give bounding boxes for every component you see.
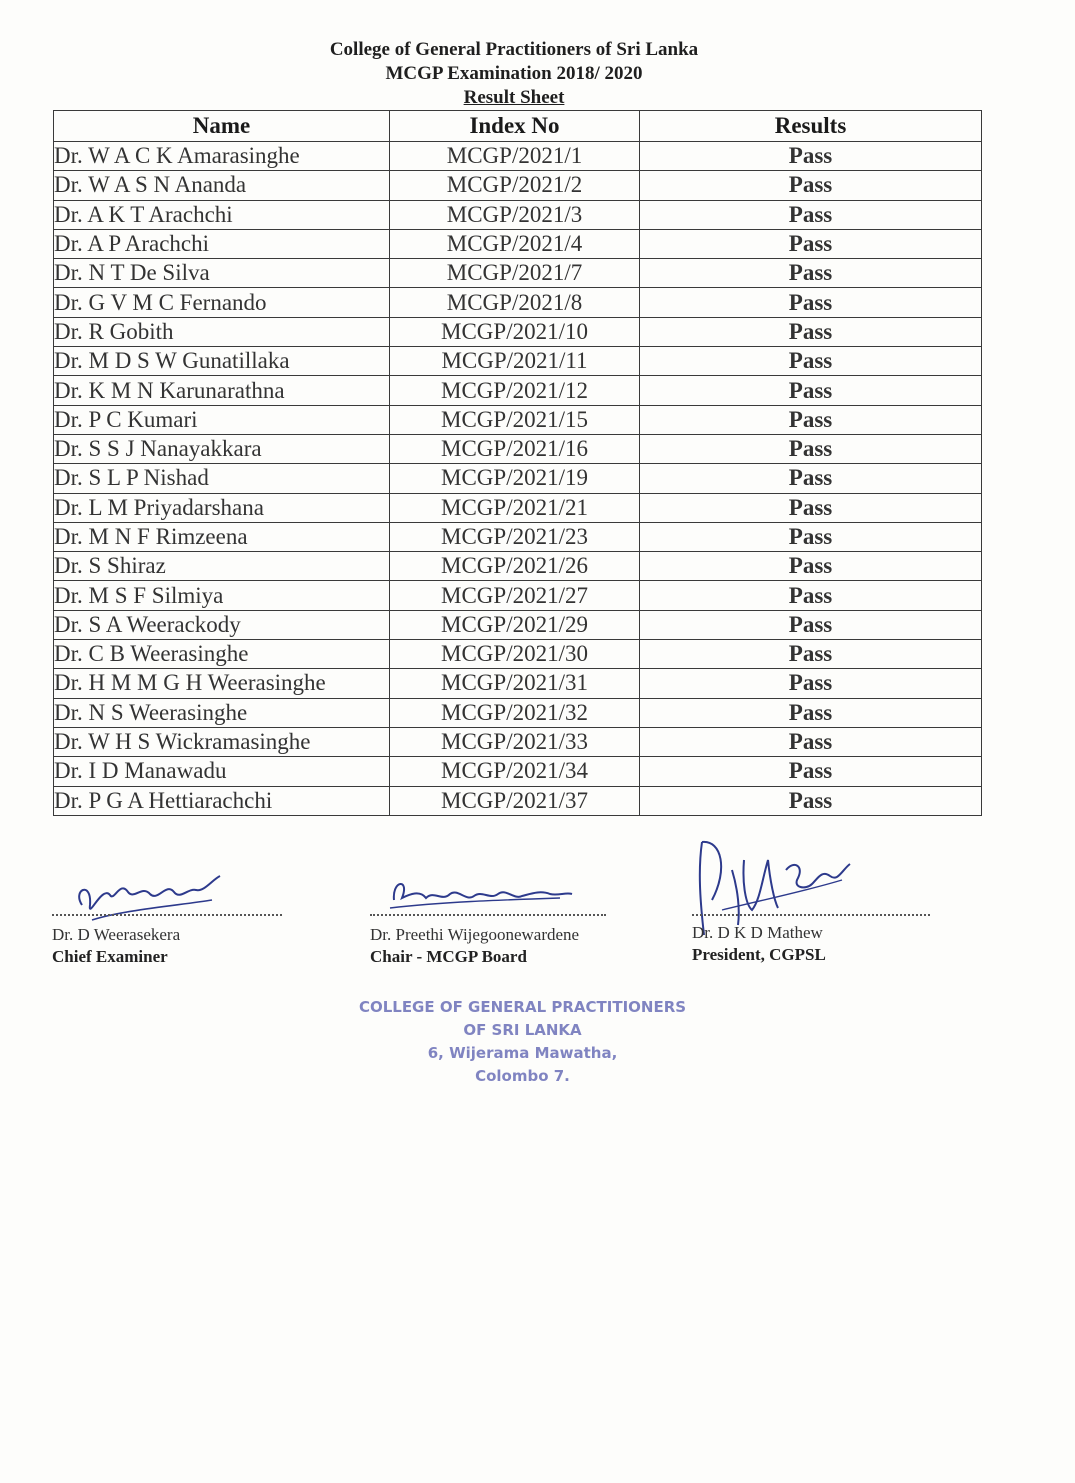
cell-name: Dr. P G A Hettiarachchi: [54, 786, 390, 815]
cell-index: MCGP/2021/32: [390, 698, 640, 727]
table-row: [54, 200, 982, 229]
cell-result: Pass: [640, 727, 982, 756]
cell-index: MCGP/2021/37: [390, 786, 640, 815]
cell-name: Dr. M N F Rimzeena: [54, 522, 390, 551]
cell-index: MCGP/2021/34: [390, 757, 640, 786]
col-header-results: Results: [640, 111, 982, 142]
cell-name: Dr. K M N Karunarathna: [54, 376, 390, 405]
cell-result: Pass: [640, 376, 982, 405]
stamp-line: COLLEGE OF GENERAL PRACTITIONERS: [358, 998, 687, 1016]
cell-name: Dr. W A C K Amarasinghe: [54, 142, 390, 171]
signature-block-chief-examiner: [52, 850, 292, 970]
cell-result: Pass: [640, 522, 982, 551]
table-row: [54, 259, 982, 288]
signatory-name: Dr. D Weerasekera: [52, 925, 181, 944]
table-row: [54, 552, 982, 581]
signatory-title: President, CGPSL: [692, 945, 826, 964]
table-row: [54, 376, 982, 405]
cell-name: Dr. I D Manawadu: [54, 757, 390, 786]
table-row: [54, 288, 982, 317]
cell-name: Dr. M D S W Gunatillaka: [54, 347, 390, 376]
signatory-title: Chief Examiner: [52, 947, 168, 966]
cell-index: MCGP/2021/16: [390, 434, 640, 463]
cell-result: Pass: [640, 493, 982, 522]
cell-index: MCGP/2021/33: [390, 727, 640, 756]
cell-name: Dr. L M Priyadarshana: [54, 493, 390, 522]
cell-index: MCGP/2021/2: [390, 171, 640, 200]
cell-name: Dr. N T De Silva: [54, 259, 390, 288]
signatory-name: Dr. D K D Mathew: [692, 923, 823, 942]
cell-index: MCGP/2021/27: [390, 581, 640, 610]
org-title: College of General Practitioners of Sri Lanka: [329, 39, 699, 60]
table-row: [54, 405, 982, 434]
col-header-name: Name: [54, 111, 390, 142]
cell-result: Pass: [640, 405, 982, 434]
stamp-line: Colombo 7.: [475, 1067, 570, 1085]
table-row: [54, 727, 982, 756]
college-stamp: [350, 996, 695, 1088]
table-row: [54, 757, 982, 786]
cell-result: Pass: [640, 640, 982, 669]
cell-index: MCGP/2021/29: [390, 610, 640, 639]
table-row: [54, 493, 982, 522]
table-row: [54, 581, 982, 610]
cell-result: Pass: [640, 229, 982, 258]
results-table: [53, 110, 982, 816]
cell-result: Pass: [640, 786, 982, 815]
cell-name: Dr. M S F Silmiya: [54, 581, 390, 610]
table-row: [54, 464, 982, 493]
cell-result: Pass: [640, 288, 982, 317]
col-header-index: Index No: [390, 111, 640, 142]
cell-index: MCGP/2021/12: [390, 376, 640, 405]
cell-result: Pass: [640, 757, 982, 786]
cell-result: Pass: [640, 552, 982, 581]
table-row: [54, 347, 982, 376]
cell-name: Dr. S S J Nanayakkara: [54, 434, 390, 463]
table-row: [54, 610, 982, 639]
cell-name: Dr. A P Arachchi: [54, 229, 390, 258]
table-row: [54, 698, 982, 727]
cell-name: Dr. C B Weerasinghe: [54, 640, 390, 669]
stamp-line: OF SRI LANKA: [463, 1021, 582, 1039]
cell-result: Pass: [640, 142, 982, 171]
table-row: [54, 786, 982, 815]
cell-index: MCGP/2021/15: [390, 405, 640, 434]
cell-index: MCGP/2021/23: [390, 522, 640, 551]
table-row: [54, 229, 982, 258]
cell-index: MCGP/2021/30: [390, 640, 640, 669]
table-row: [54, 669, 982, 698]
table-row: [54, 640, 982, 669]
cell-name: Dr. S Shiraz: [54, 552, 390, 581]
table-body: [54, 142, 982, 816]
cell-index: MCGP/2021/21: [390, 493, 640, 522]
cell-result: Pass: [640, 434, 982, 463]
cell-name: Dr. N S Weerasinghe: [54, 698, 390, 727]
signature-block-chair: [370, 850, 630, 970]
cell-result: Pass: [640, 317, 982, 346]
cell-index: MCGP/2021/3: [390, 200, 640, 229]
document-header: [0, 38, 1028, 110]
cell-name: Dr. W H S Wickramasinghe: [54, 727, 390, 756]
cell-index: MCGP/2021/31: [390, 669, 640, 698]
cell-index: MCGP/2021/8: [390, 288, 640, 317]
cell-result: Pass: [640, 581, 982, 610]
cell-result: Pass: [640, 347, 982, 376]
cell-index: MCGP/2021/4: [390, 229, 640, 258]
cell-name: Dr. W A S N Ananda: [54, 171, 390, 200]
cell-name: Dr. S A Weerackody: [54, 610, 390, 639]
table-row: [54, 171, 982, 200]
signature-block-president: [692, 830, 942, 970]
cell-index: MCGP/2021/10: [390, 317, 640, 346]
cell-result: Pass: [640, 669, 982, 698]
cell-name: Dr. A K T Arachchi: [54, 200, 390, 229]
table-row: [54, 317, 982, 346]
signatory-name: Dr. Preethi Wijegoonewardene: [370, 925, 580, 944]
cell-name: Dr. R Gobith: [54, 317, 390, 346]
cell-index: MCGP/2021/26: [390, 552, 640, 581]
table-header-row: [54, 111, 982, 142]
cell-index: MCGP/2021/1: [390, 142, 640, 171]
cell-result: Pass: [640, 610, 982, 639]
cell-name: Dr. H M M G H Weerasinghe: [54, 669, 390, 698]
cell-result: Pass: [640, 698, 982, 727]
cell-index: MCGP/2021/11: [390, 347, 640, 376]
cell-index: MCGP/2021/7: [390, 259, 640, 288]
cell-result: Pass: [640, 171, 982, 200]
cell-result: Pass: [640, 200, 982, 229]
exam-title: MCGP Examination 2018/ 2020: [385, 63, 643, 84]
cell-name: Dr. G V M C Fernando: [54, 288, 390, 317]
cell-result: Pass: [640, 259, 982, 288]
table-row: [54, 142, 982, 171]
cell-name: Dr. S L P Nishad: [54, 464, 390, 493]
stamp-line: 6, Wijerama Mawatha,: [427, 1044, 618, 1062]
cell-name: Dr. P C Kumari: [54, 405, 390, 434]
sheet-title: Result Sheet: [463, 87, 565, 108]
signatory-title: Chair - MCGP Board: [370, 947, 527, 966]
table-row: [54, 434, 982, 463]
table-row: [54, 522, 982, 551]
cell-index: MCGP/2021/19: [390, 464, 640, 493]
cell-result: Pass: [640, 464, 982, 493]
